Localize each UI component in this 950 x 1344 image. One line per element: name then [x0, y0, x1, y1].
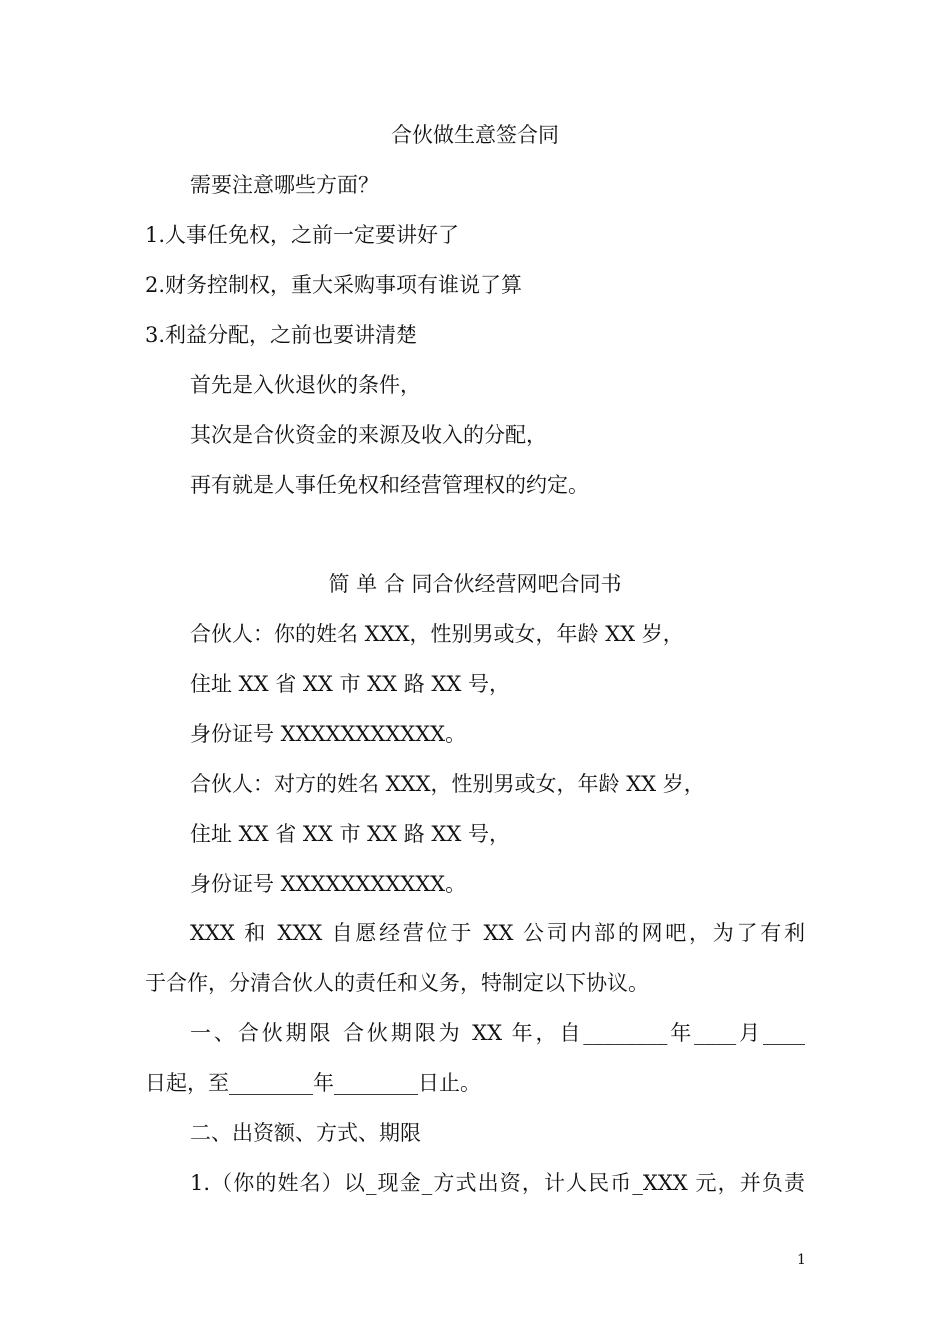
contract-title: 简 单 合 同合伙经营网吧合同书: [328, 572, 622, 596]
document-title: 合伙做生意签合同: [391, 123, 559, 147]
partner2-id-line: 身份证号 XXXXXXXXXXX。: [190, 872, 467, 896]
term-line-1: 一、合伙期限 合伙期限为 XX 年，自________年____月____: [190, 1021, 805, 1045]
term-line-2: 日起，至________年________日止。: [145, 1071, 481, 1095]
capital-heading: 二、出资额、方式、期限: [190, 1121, 421, 1145]
point-3: 3.利益分配，之前也要讲清楚: [145, 323, 418, 347]
note-3: 再有就是人事任免权和经营管理权的约定。: [190, 473, 589, 497]
purpose-line-2: 于合作，分清合伙人的责任和义务，特制定以下协议。: [145, 971, 649, 995]
purpose-line-1: XXX 和 XXX 自愿经营位于 XX 公司内部的网吧，为了有利: [190, 921, 805, 945]
partner1-id-line: 身份证号 XXXXXXXXXXX。: [190, 722, 467, 746]
point-1: 1.人事任免权，之前一定要讲好了: [145, 223, 460, 247]
intro-question: 需要注意哪些方面？: [190, 173, 379, 197]
point-2: 2.财务控制权，重大采购事项有谁说了算: [145, 273, 523, 297]
partner1-address-line: 住址 XX 省 XX 市 XX 路 XX 号，: [190, 672, 511, 696]
page-number: 1: [797, 1252, 806, 1268]
note-1: 首先是入伙退伙的条件，: [190, 373, 421, 397]
note-2: 其次是合伙资金的来源及收入的分配，: [190, 423, 547, 447]
partner2-address-line: 住址 XX 省 XX 市 XX 路 XX 号，: [190, 822, 511, 846]
partner2-name-line: 合伙人：对方的姓名 XXX，性别男或女，年龄 XX 岁，: [190, 772, 705, 796]
partner1-name-line: 合伙人：你的姓名 XXX，性别男或女，年龄 XX 岁，: [190, 622, 684, 646]
capital-item-1: 1.（你的姓名）以_现金_方式出资，计人民币_XXX 元，并负责: [190, 1171, 805, 1195]
